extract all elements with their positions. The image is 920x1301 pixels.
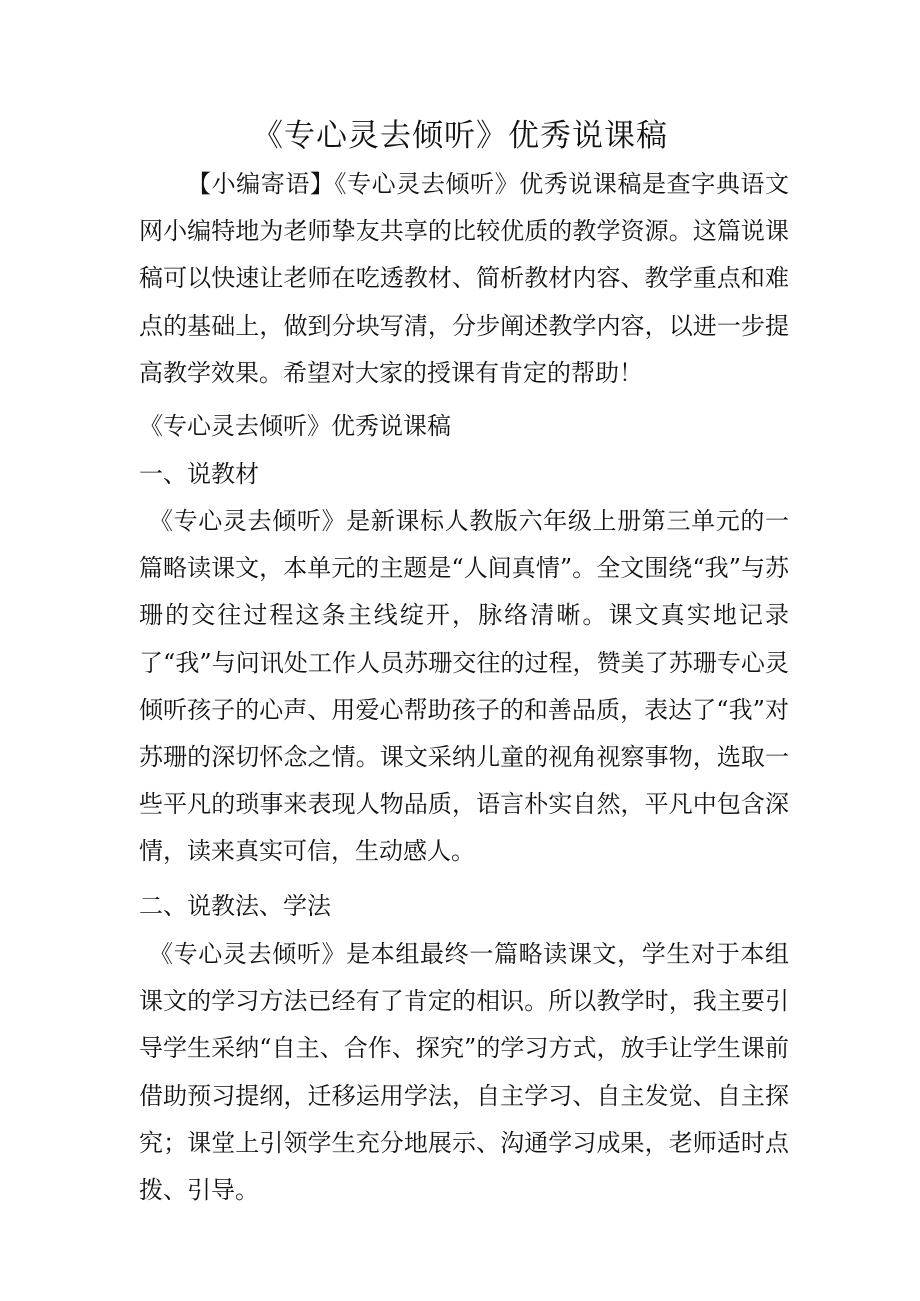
- section-heading-methods: 二、说教法、学法: [139, 892, 331, 920]
- intro-paragraph: 【小编寄语】《专心灵去倾听》优秀说课稿是查字典语文网小编特地为老师挚友共享的比较优质的教学资源。这篇说课稿可以快速让老师在吃透教材、简析教材内容、教学重点和难点的基础上，做到分块写清，分步阐述教学内容，以进一步提高教学效果。希望对大家的授课有肯定的帮助！: [139, 170, 789, 387]
- section-paragraph-textbook: 《专心灵去倾听》是新课标人教版六年级上册第三单元的一篇略读课文，本单元的主题是“人间真情”。全文围绕“我”与苏珊的交往过程这条主线绽开，脉络清晰。课文真实地记录了“我”与问讯处工作人员苏珊交往的过程，赞美了苏珊专心灵倾听孩子的心声、用爱心帮助孩子的和善品质，表达了“我”对苏珊的深切怀念之情。课文采纳儿童的视角视察事物，选取一些平凡的琐事来表现人物品质，语言朴实自然，平凡中包含深情，读来真实可信，生动感人。: [139, 507, 789, 866]
- section-paragraph-methods: 《专心灵去倾听》是本组最终一篇略读课文，学生对于本组课文的学习方法已经有了肯定的相识。所以教学时，我主要引导学生采纳“自主、合作、探究”的学习方式，放手让学生课前借助预习提纲，迁移运用学法，自主学习、自主发觉、自主探究；课堂上引领学生充分地展示、沟通学习成果，老师适时点拨、引导。: [139, 940, 789, 1205]
- subtitle: 《专心灵去倾听》优秀说课稿: [139, 412, 451, 440]
- section-heading-textbook: 一、说教材: [139, 460, 259, 488]
- document-title: 《专心灵去倾听》优秀说课稿: [252, 118, 668, 154]
